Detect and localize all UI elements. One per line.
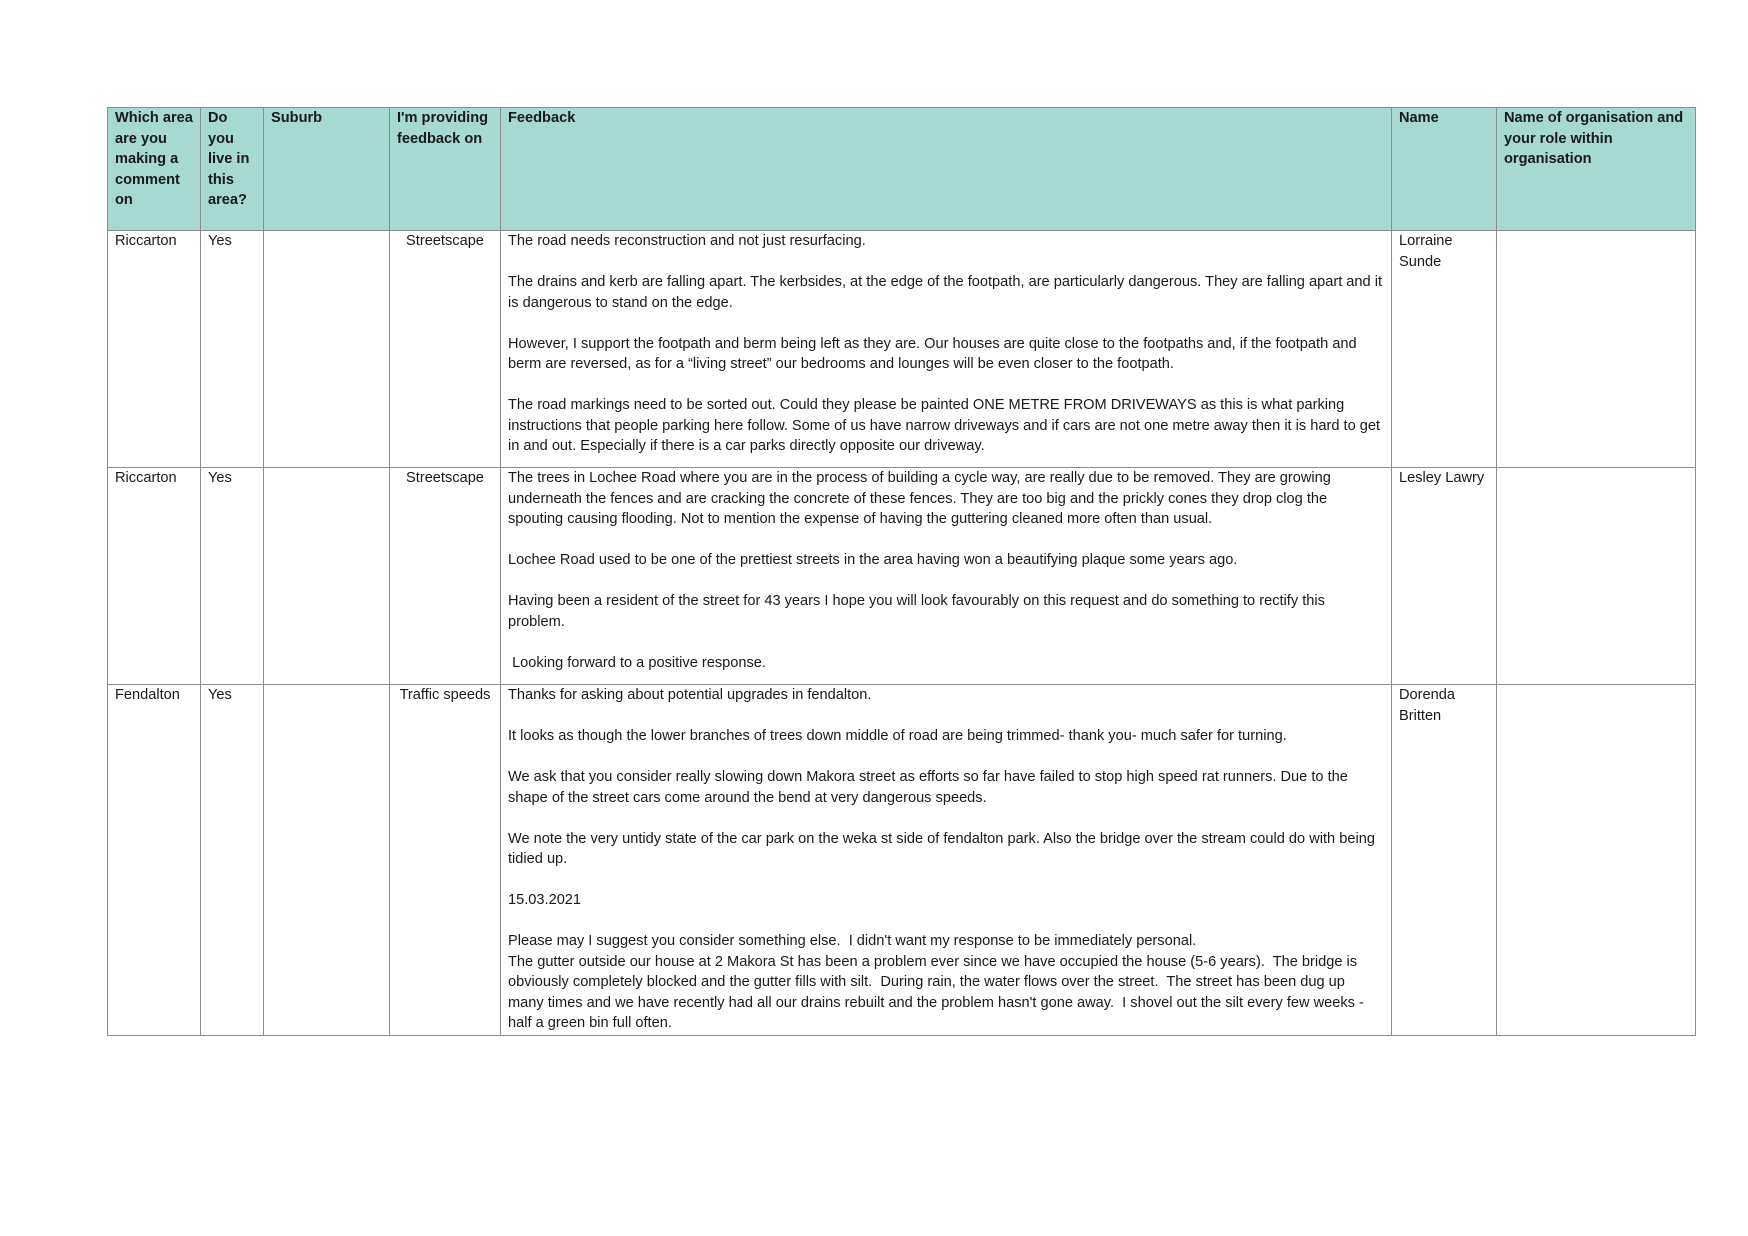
table-row [108, 685, 1696, 1036]
feedback-paragraph: Please may I suggest you consider something else. I didn't want my response to be immediately personal. [508, 933, 1197, 949]
area-cell: Fendalton [108, 685, 201, 1036]
column-header-suburb: Suburb [264, 108, 390, 231]
feedback-paragraph: Having been a resident of the street for 43 years I hope you will look favourably on this request and do something to rectify this problem. [508, 593, 1329, 630]
column-header-name: Name [1392, 108, 1497, 231]
live-cell: Yes [201, 468, 264, 685]
live-cell: Yes [201, 685, 264, 1036]
name-cell: Dorenda Britten [1392, 685, 1497, 1036]
feedback-paragraph: Looking forward to a positive response. [508, 654, 766, 671]
feedback-paragraph: It looks as though the lower branches of trees down middle of road are being trimmed- thank you- much safer for turning. [508, 728, 1287, 744]
feedback-paragraph: Thanks for asking about potential upgrades in fendalton. [508, 687, 872, 703]
topic-cell: Streetscape [390, 231, 501, 468]
suburb-cell [264, 685, 390, 1036]
feedback-cell [501, 468, 1392, 685]
feedback-date: 15.03.2021 [508, 892, 582, 908]
organisation-cell [1497, 468, 1696, 685]
topic-cell: Traffic speeds [390, 685, 501, 1036]
feedback-paragraph: We note the very untidy state of the car park on the weka st side of fendalton park. Also the bridge over the stream could do with being tidied up. [508, 830, 1380, 867]
feedback-paragraph: Lochee Road used to be one of the prettiest streets in the area having won a beautifying plaque some years ago. [508, 552, 1238, 568]
feedback-paragraph: The gutter outside our house at 2 Makora St has been a problem ever since we have occupied the house (5-6 years). The bridge is obviously completely blocked and the gutter fills with silt. During rain, the water flows over the street. The street has been dug up many times and we have recently had all our drains rebuilt and the problem hasn't gone away. I shovel out the silt every few weeks - half a green bin full often. [508, 953, 1368, 1031]
area-cell: Riccarton [108, 231, 201, 468]
topic-cell: Streetscape [390, 468, 501, 685]
feedback-paragraph: We ask that you consider really slowing down Makora street as efforts so far have failed to stop high speed rat runners. Due to the shape of the street cars come around the bend at very dangerous speeds. [508, 769, 1352, 806]
feedback-paragraph: The road needs reconstruction and not just resurfacing. [508, 233, 866, 249]
column-header-feedback: Feedback [501, 108, 1392, 231]
area-cell: Riccarton [108, 468, 201, 685]
organisation-cell [1497, 685, 1696, 1036]
feedback-paragraph: The drains and kerb are falling apart. The kerbsides, at the edge of the footpath, are particularly dangerous. They are falling apart and it is dangerous to stand on the edge. [508, 274, 1387, 311]
feedback-cell [501, 685, 1392, 1036]
column-header-organisation: Name of organisation and your role within organisation [1497, 108, 1696, 231]
feedback-table [107, 107, 1696, 1036]
feedback-paragraph: However, I support the footpath and berm being left as they are. Our houses are quite close to the footpaths and, if the footpath and berm are reversed, as for a “living street” our bedrooms and lounges will be even closer to the footpath. [508, 335, 1361, 372]
name-cell: Lesley Lawry [1392, 468, 1497, 685]
column-header-live-in-area: Do you live in this area? [201, 108, 264, 231]
column-header-feedback-on: I'm providing feedback on [390, 108, 501, 231]
column-header-area: Which area are you making a comment on [108, 108, 201, 231]
header-row [108, 108, 1696, 231]
feedback-paragraph: The trees in Lochee Road where you are in the process of building a cycle way, are really due to be removed. They are growing underneath the fences and are cracking the concrete of these fences. They are too big and the prickly cones they drop clog the spouting causing flooding. Not to mention the expense of having the guttering cleaned more often than usual. [508, 470, 1335, 527]
organisation-cell [1497, 231, 1696, 468]
name-cell: Lorraine Sunde [1392, 231, 1497, 468]
table-row [108, 468, 1696, 685]
feedback-paragraph: The road markings need to be sorted out. Could they please be painted ONE METRE FROM DRIVEWAYS as this is what parking instructions that people parking here follow. Some of us have narrow driveways and if cars are not one metre away then it is hard to get in and out. Especially if there is a car parks directly opposite our driveway. [508, 397, 1385, 454]
feedback-cell [501, 231, 1392, 468]
suburb-cell [264, 468, 390, 685]
live-cell: Yes [201, 231, 264, 468]
table-row [108, 231, 1696, 468]
suburb-cell [264, 231, 390, 468]
